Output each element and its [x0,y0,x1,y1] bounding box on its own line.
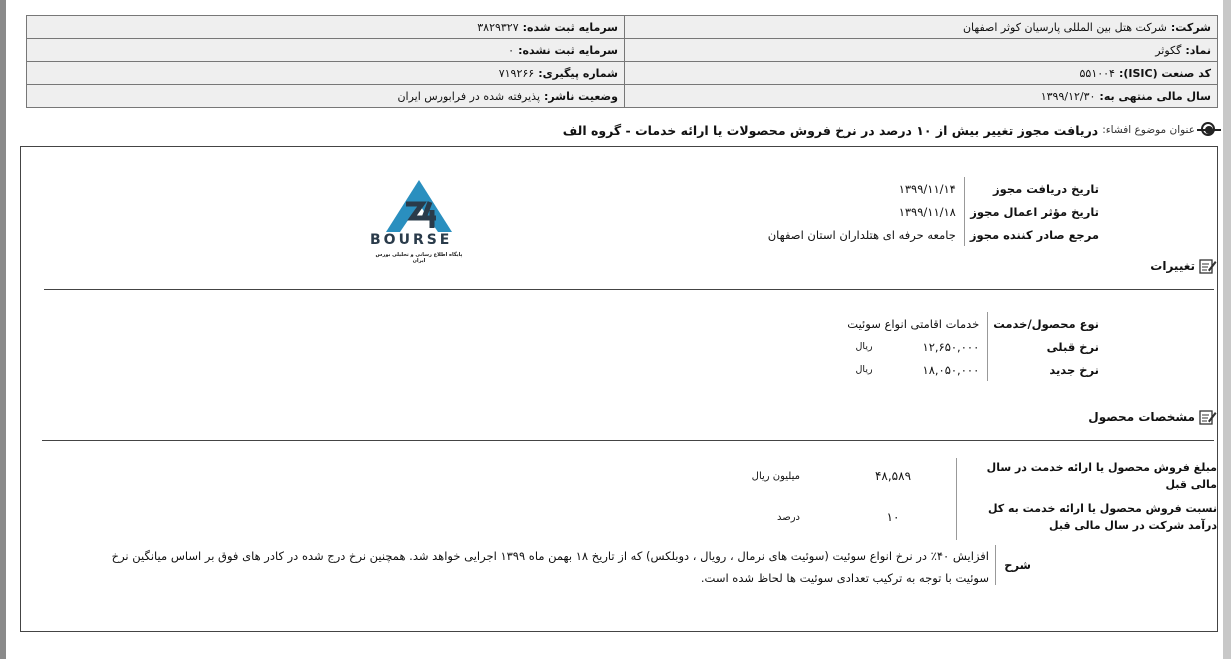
company-cell [625,16,1218,39]
scrollbar[interactable] [1223,0,1231,659]
isic-label: کد صنعت (ISIC): [1118,66,1211,80]
subject-label: عنوان موضوع افشاء: [1102,124,1195,136]
fiscal-year-value: ۱۳۹۹/۱۲/۳۰ [1040,89,1096,103]
company-info-table [26,15,1218,108]
registered-capital-label: سرمایه ثبت شده: [522,20,618,34]
symbol-value: گکوثر [1155,43,1182,57]
ratio-label: نسبت فروش محصول یا ارائه خدمت به کل درآمد شرکت در سال مالی قبل [957,494,1222,540]
logo-brand: BOURSE [370,232,453,248]
product-section-title [1088,409,1217,425]
previous-rate-value: ۱۲,۶۵۰,۰۰۰ [922,339,980,354]
sales-label: مبلغ فروش محصول یا ارائه خدمت در سال مالی قبل [957,458,1222,494]
permit-effective-label: تاریخ مؤثر اعمال مجوز [964,200,1103,223]
symbol-label: نماد: [1185,43,1211,57]
edit-note-icon [1199,258,1217,274]
publisher-status-label: وضعیت ناشر: [544,89,618,103]
unregistered-capital-cell [27,39,625,62]
product-type-value: خدمات اقامتی انواع سوئیت [847,316,980,331]
ratio-value: ۱۰ [886,510,900,524]
product-table [747,458,1221,540]
sales-value: ۴۸,۵۸۹ [874,469,912,483]
permit-received-label: تاریخ دریافت مجوز [964,177,1103,200]
edit-note-icon [1199,409,1217,425]
window-edge-left [0,0,6,659]
registered-capital-value: ۳۸۲۹۳۲۷ [477,20,519,34]
product-divider [42,440,1214,441]
previous-rate-label: نرخ قبلی [988,335,1103,358]
publisher-status-cell [27,85,625,108]
new-rate-label: نرخ جدید [988,358,1103,381]
changes-section-title [1150,258,1217,274]
new-rate-unit: ریال [855,364,873,375]
new-rate-value: ۱۸,۰۵۰,۰۰۰ [922,362,980,377]
target-icon [1199,120,1219,140]
logo-tagline: پایگاه اطلاع رسانی و تحلیلی بورس ایران [375,252,463,264]
fiscal-year-cell [625,85,1218,108]
logo-mark-icon [364,174,474,234]
description-row [109,545,1031,589]
ratio-unit: درصد [776,511,800,523]
permit-info [764,177,1103,246]
permit-issuer-label: مرجع صادر کننده مجوز [964,223,1103,246]
company-label: شرکت: [1170,20,1211,34]
previous-rate-unit: ریال [855,341,873,352]
sales-unit: میلیون ریال [751,470,800,482]
symbol-cell [625,39,1218,62]
permit-issuer-value: جامعه حرفه ای هتلداران استان اصفهان [767,227,956,242]
permit-effective-value: ۱۳۹۹/۱۱/۱۸ [898,204,956,219]
disclosure-subject [563,120,1219,140]
product-type-label: نوع محصول/خدمت [988,312,1103,335]
publisher-status-value: پذیرفته شده در فرابورس ایران [397,89,541,103]
unregistered-capital-value: ۰ [508,43,515,57]
changes-table [843,312,1103,381]
tracking-cell [27,62,625,85]
tracking-label: شماره پیگیری: [538,66,618,80]
bourse-logo [364,174,474,270]
isic-cell [625,62,1218,85]
description-text: افزایش ۴۰٪ در نرخ انواع سوئیت (سوئیت های نرمال ، رویال ، دوبلکس) که از تاریخ ۱۸ بهمن ماه ۱۳۹۹ اجرایی خواهد شد. همچنین نرخ درج شده در کادر های فوق بر اساس میانگین نرخ سوئیت با توجه به ترکیب تعدادی سوئیت ها لحاظ شده است. [111,549,989,585]
unregistered-capital-label: سرمایه ثبت نشده: [518,43,618,57]
subject-title: دریافت مجوز تغییر بیش از ۱۰ درصد در نرخ فروش محصولات یا ارائه خدمات - گروه الف [562,122,1099,138]
description-label: شرح [995,545,1031,585]
product-title: مشخصات محصول [1088,410,1195,424]
permit-received-value: ۱۳۹۹/۱۱/۱۴ [898,181,956,196]
registered-capital-cell [27,16,625,39]
tracking-value: ۷۱۹۲۶۶ [498,66,535,80]
company-value: شرکت هتل بین المللی پارسیان کوثر اصفهان [962,20,1167,34]
changes-divider [44,289,1214,290]
isic-value: ۵۵۱۰۰۴ [1079,66,1115,80]
changes-title: تغییرات [1150,259,1195,273]
fiscal-year-label: سال مالی منتهی به: [1099,89,1211,103]
